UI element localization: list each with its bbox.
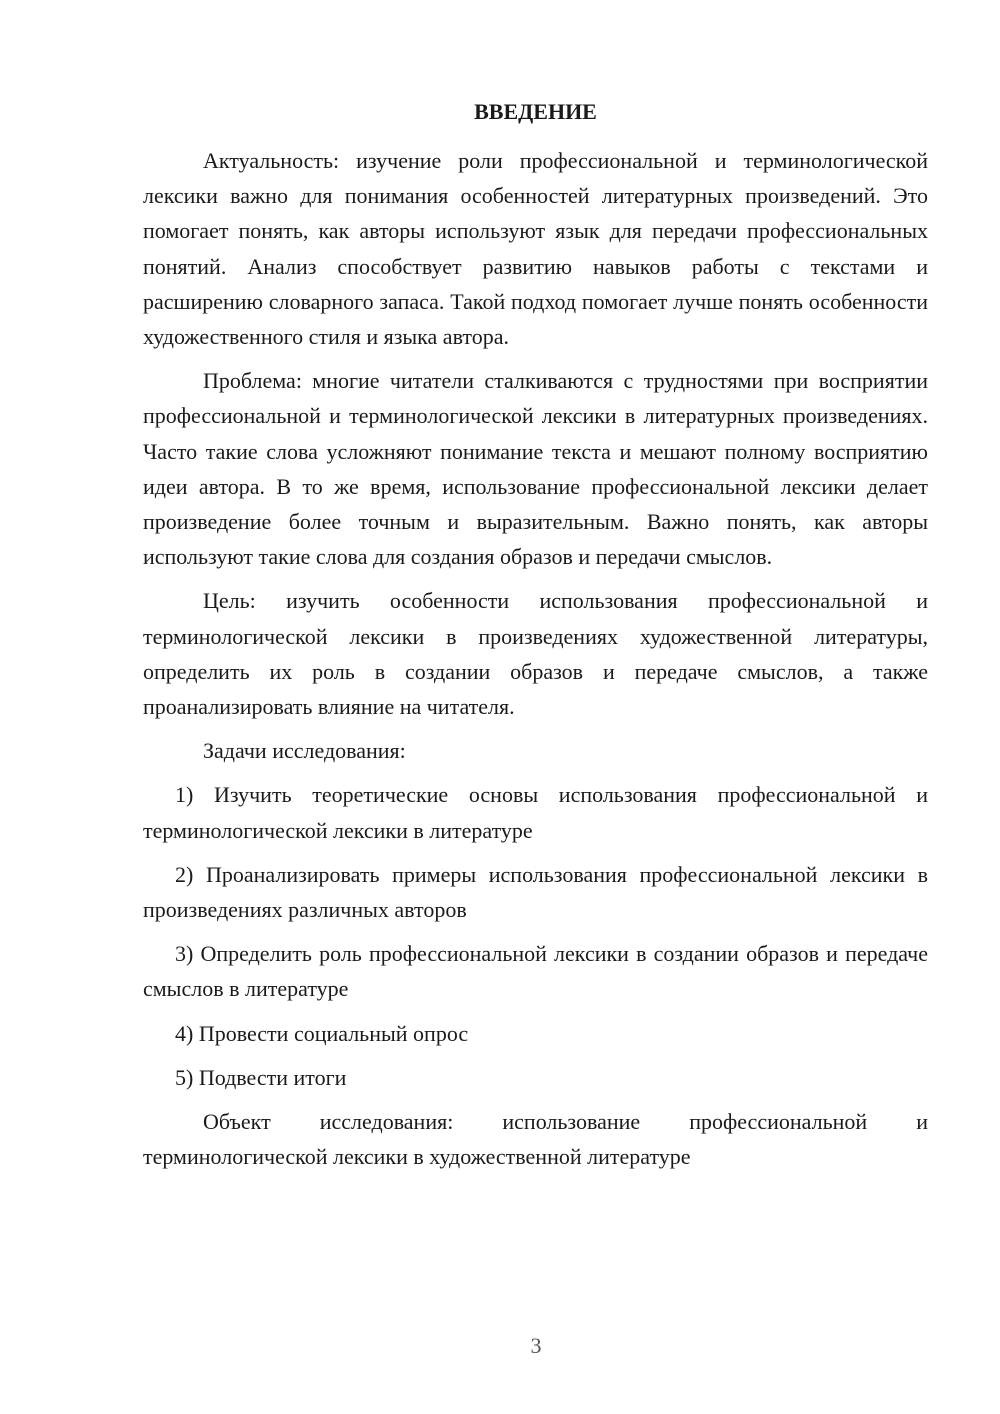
task-item-2: 2) Проанализировать примеры использования профессиональной лексики в произведениях различных авторов	[143, 861, 928, 923]
task-item-3: 3) Определить роль профессиональной лексики в создании образов и передаче смыслов в литературе	[143, 941, 928, 1002]
task-item-1: 1) Изучить теоретические основы использования профессиональной и терминологической лексики в литературе	[143, 782, 928, 843]
problem-paragraph: Проблема: многие читатели сталкиваются с трудностями при восприятии профессиональной и терминологической лексики в литературных произведениях. Часто такие слова усложняют понимание текста и мешают полному восприятию идеи автора. В то же время, использование профессиональной лексики делает произведение более точным и выразительным. Важно понять, как авторы используют такие слова для создания образов и передачи смыслов.	[143, 368, 928, 570]
section-heading: ВВЕДЕНИЕ	[474, 99, 597, 124]
page-number: 3	[530, 1333, 542, 1358]
tasks-title: Задачи исследования:	[203, 738, 406, 764]
object-paragraph: Объект исследования: использование профессиональной и терминологической лексики в художественной литературе	[143, 1109, 928, 1170]
document-body	[143, 143, 928, 1183]
task-item-5: 5) Подвести итоги	[175, 1064, 347, 1090]
tasks-list	[143, 777, 928, 1095]
relevance-paragraph: Актуальность: изучение роли профессиональной и терминологической лексики важно для понимания особенностей литературных произведений. Это помогает понять, как авторы используют язык для передачи профессиональных понятий. Анализ способствует развитию навыков работы с текстами и расширению словарного запаса. Такой подход помогает лучше понять особенности художественного стиля и языка автора.	[143, 148, 928, 350]
task-item-4: 4) Провести социальный опрос	[175, 1020, 469, 1046]
goal-paragraph: Цель: изучить особенности использования профессиональной и терминологической лексики в произведениях художественной литературы, определить их роль в создании образов и передаче смыслов, а также проанализировать влияние на читателя.	[143, 588, 928, 720]
